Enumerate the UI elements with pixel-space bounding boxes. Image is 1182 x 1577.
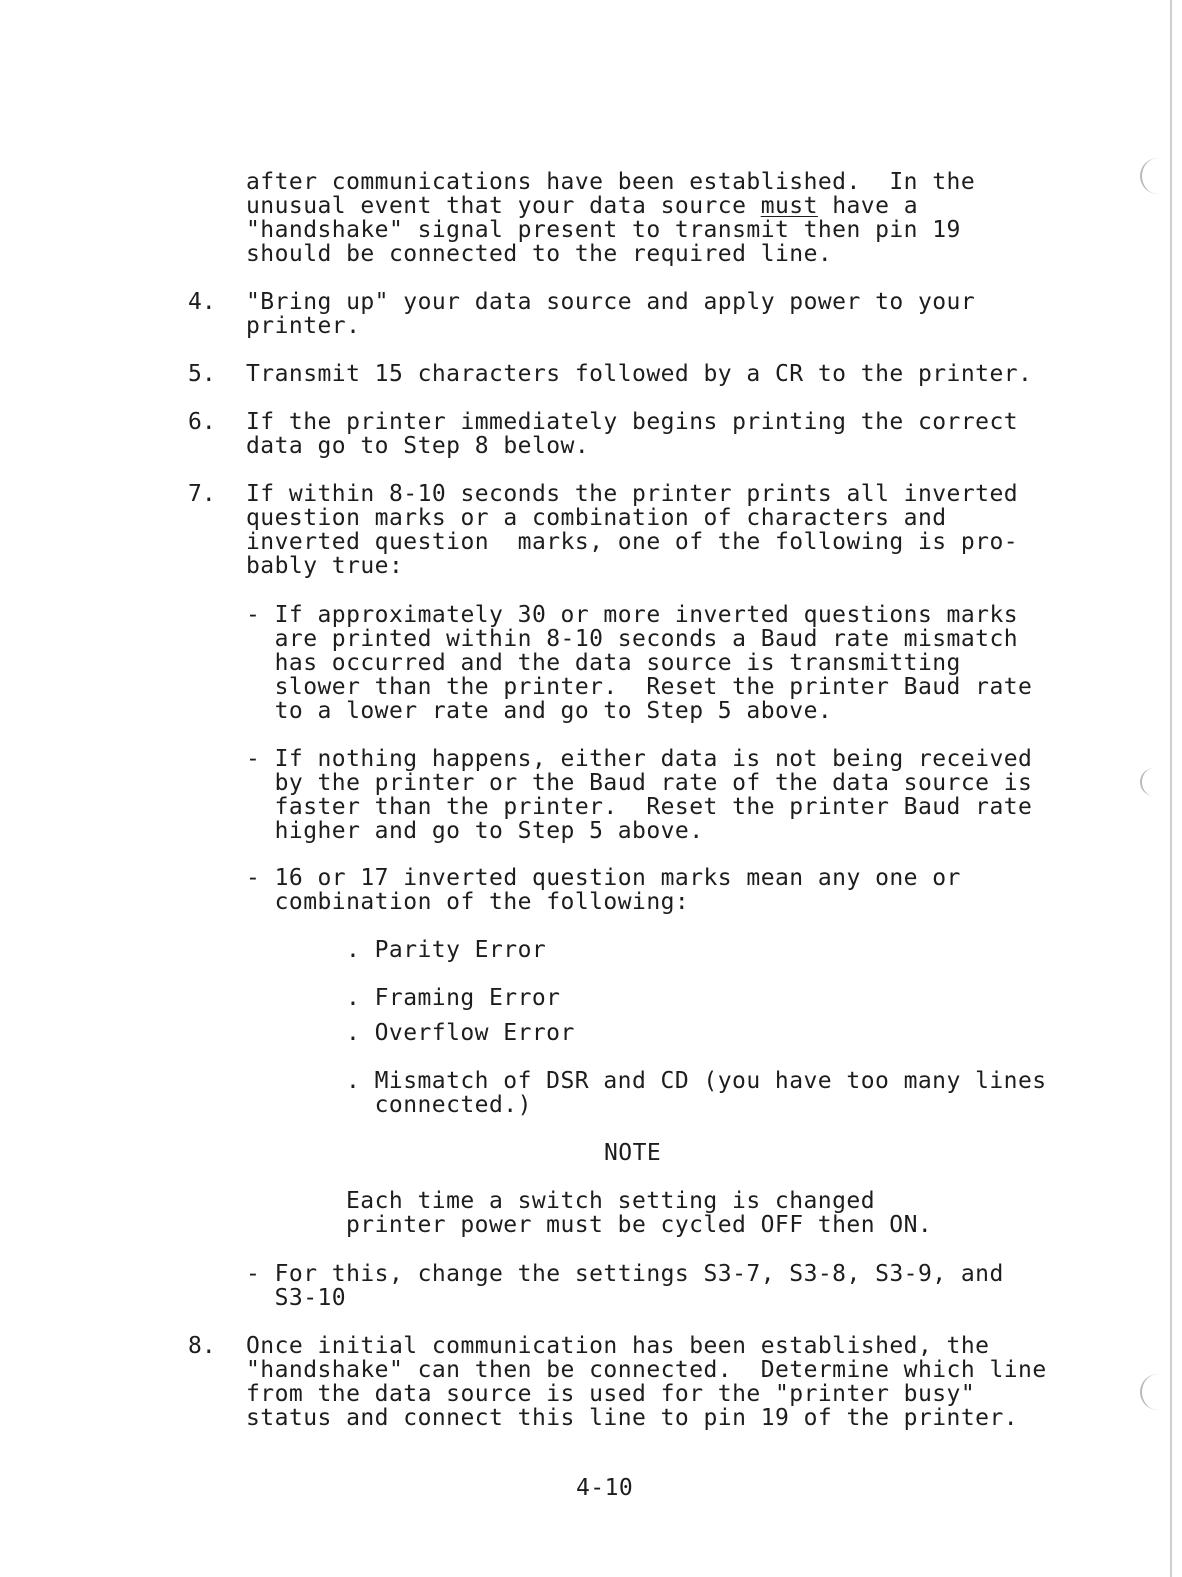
bullet-2-line-4: higher and go to Step 5 above. bbox=[246, 818, 704, 844]
step-4-line-1: "Bring up" your data source and apply power to your bbox=[246, 289, 976, 315]
step-6-line-1: If the printer immediately begins printing the correct bbox=[246, 409, 1019, 435]
bullet-1-line-4: slower than the printer. Reset the printer Baud rate bbox=[246, 674, 1033, 700]
page-number: 4-10 bbox=[576, 1475, 634, 1501]
step-8-line-4: status and connect this line to pin 19 of the printer. bbox=[246, 1405, 1019, 1431]
binding-mark-middle bbox=[1140, 768, 1162, 796]
sub-item-parity-error: . Parity Error bbox=[346, 937, 547, 963]
binding-mark-bottom bbox=[1140, 1374, 1162, 1410]
continuation-line-2-head: unusual event that your data source bbox=[246, 193, 761, 219]
bullet-1-line-5: to a lower rate and go to Step 5 above. bbox=[246, 698, 833, 724]
step-number-6: 6. bbox=[188, 409, 216, 435]
step-7-line-3: inverted question marks, one of the following is pro- bbox=[246, 529, 1019, 555]
continuation-line-2-tail: have a bbox=[817, 193, 918, 219]
note-line-1: Each time a switch setting is changed bbox=[346, 1188, 875, 1214]
bullet-1-line-1: - If approximately 30 or more inverted questions marks bbox=[246, 602, 1019, 628]
continuation-line-2 bbox=[246, 194, 918, 218]
step-8-line-1: Once initial communication has been established, the bbox=[246, 1333, 990, 1359]
sub-item-framing-error: . Framing Error bbox=[346, 985, 561, 1011]
bullet-1-line-2: are printed within 8-10 seconds a Baud rate mismatch bbox=[246, 626, 1019, 652]
note-title: NOTE bbox=[604, 1140, 662, 1166]
step-number-8: 8. bbox=[188, 1333, 216, 1359]
emphasis-must: must bbox=[760, 193, 818, 219]
final-bullet-line-1: - For this, change the settings S3-7, S3-8, S3-9, and bbox=[246, 1261, 1004, 1287]
bullet-2-line-1: - If nothing happens, either data is not being received bbox=[246, 746, 1033, 772]
note-line-2: printer power must be cycled OFF then ON. bbox=[346, 1212, 933, 1238]
step-6-line-2: data go to Step 8 below. bbox=[246, 433, 590, 459]
bullet-2-line-3: faster than the printer. Reset the printer Baud rate bbox=[246, 794, 1033, 820]
continuation-line-4: should be connected to the required line. bbox=[246, 241, 833, 267]
sub-item-overflow-error: . Overflow Error bbox=[346, 1020, 575, 1046]
step-8-line-3: from the data source is used for the "printer busy" bbox=[246, 1381, 976, 1407]
step-7-line-1: If within 8-10 seconds the printer prints all inverted bbox=[246, 481, 1019, 507]
binding-mark-top bbox=[1140, 158, 1162, 194]
scan-edge-line bbox=[1170, 0, 1172, 1577]
bullet-3-line-1: - 16 or 17 inverted question marks mean any one or bbox=[246, 865, 961, 891]
continuation-line-1: after communications have been established. In the bbox=[246, 169, 976, 195]
continuation-line-3: "handshake" signal present to transmit then pin 19 bbox=[246, 217, 961, 243]
step-5-line-1: Transmit 15 characters followed by a CR to the printer. bbox=[246, 361, 1033, 387]
final-bullet-line-2: S3-10 bbox=[246, 1285, 347, 1311]
step-7-line-4: bably true: bbox=[246, 553, 404, 579]
bullet-3-line-2: combination of the following: bbox=[246, 889, 690, 915]
bullet-2-line-2: by the printer or the Baud rate of the data source is bbox=[246, 770, 1033, 796]
sub-item-mismatch-line-2: connected.) bbox=[346, 1092, 532, 1118]
step-number-4: 4. bbox=[188, 289, 216, 315]
step-number-5: 5. bbox=[188, 361, 216, 387]
step-7-line-2: question marks or a combination of characters and bbox=[246, 505, 947, 531]
bullet-1-line-3: has occurred and the data source is transmitting bbox=[246, 650, 961, 676]
step-number-7: 7. bbox=[188, 481, 216, 507]
sub-item-mismatch-line-1: . Mismatch of DSR and CD (you have too many lines bbox=[346, 1068, 1047, 1094]
step-8-line-2: "handshake" can then be connected. Determine which line bbox=[246, 1357, 1047, 1383]
step-4-line-2: printer. bbox=[246, 313, 361, 339]
